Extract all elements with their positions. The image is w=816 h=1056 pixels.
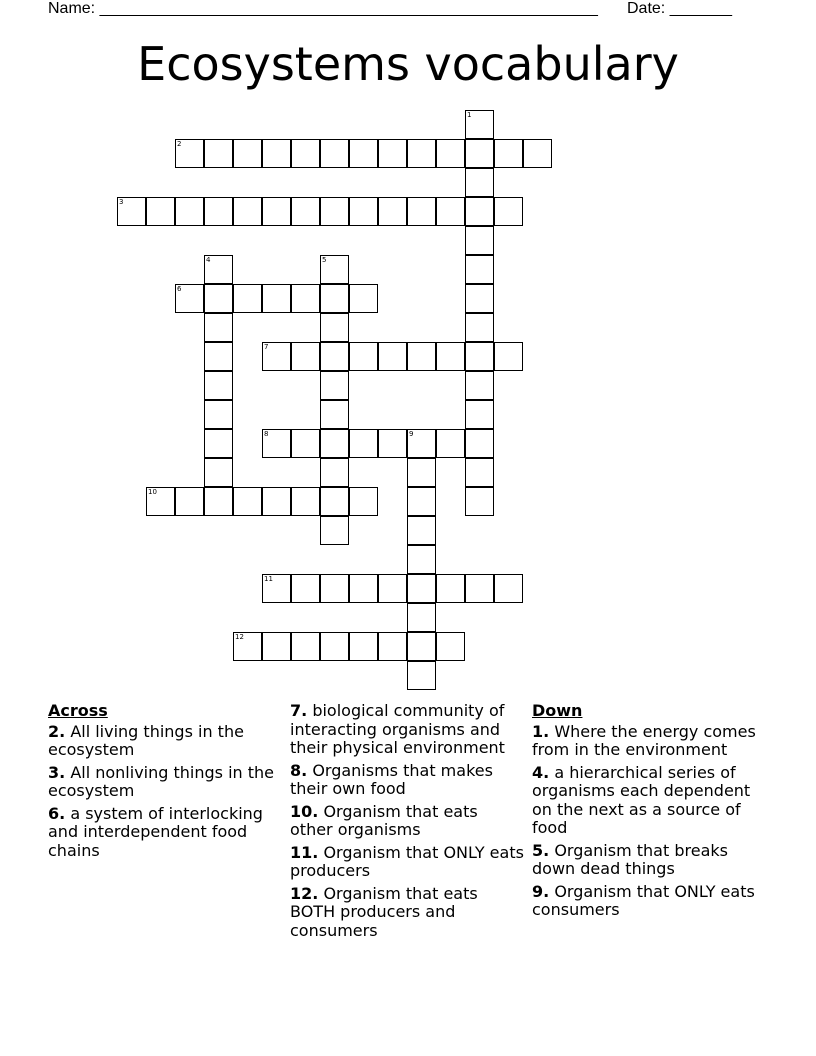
grid-cell[interactable] — [407, 429, 436, 458]
clue-number: 2 — [177, 140, 182, 148]
grid-cell[interactable] — [233, 139, 262, 168]
grid-cell[interactable] — [436, 429, 465, 458]
grid-cell[interactable] — [407, 487, 436, 516]
clue-across-6: 6. a system of interlocking and interdependent food chains — [48, 803, 263, 860]
grid-cell[interactable] — [436, 632, 465, 661]
clue-number: 7 — [264, 343, 269, 351]
grid-cell[interactable] — [378, 574, 407, 603]
grid-cell[interactable] — [465, 371, 494, 400]
clue-number: 10 — [148, 488, 157, 496]
grid-cell[interactable] — [262, 429, 291, 458]
clue-down-1: 1. Where the energy comes from in the environment — [532, 721, 756, 759]
grid-cell[interactable] — [407, 545, 436, 574]
grid-cell[interactable] — [407, 603, 436, 632]
grid-cell[interactable] — [175, 139, 204, 168]
grid-cell[interactable] — [233, 632, 262, 661]
grid-cell[interactable] — [262, 574, 291, 603]
grid-cell[interactable] — [349, 574, 378, 603]
clue-number: 1 — [467, 111, 472, 119]
grid-cell[interactable] — [523, 139, 552, 168]
across-clues-column-1 — [48, 702, 283, 864]
grid-cell[interactable] — [349, 429, 378, 458]
grid-cell[interactable] — [407, 139, 436, 168]
grid-cell[interactable] — [407, 516, 436, 545]
grid-cell[interactable] — [320, 313, 349, 342]
grid-cell[interactable] — [320, 574, 349, 603]
clue-number: 4 — [206, 256, 211, 264]
grid-cell[interactable] — [262, 487, 291, 516]
grid-cell[interactable] — [262, 197, 291, 226]
grid-cell[interactable] — [204, 371, 233, 400]
grid-cell[interactable] — [465, 342, 494, 371]
grid-cell[interactable] — [204, 255, 233, 284]
clue-across-10: 10. Organism that eats other organisms — [290, 801, 478, 839]
grid-cell[interactable] — [349, 284, 378, 313]
clue-across-3: 3. All nonliving things in the ecosystem — [48, 762, 274, 800]
grid-cell[interactable] — [349, 139, 378, 168]
grid-cell[interactable] — [494, 574, 523, 603]
date-field-label: Date: _______ — [627, 0, 732, 17]
grid-cell[interactable] — [407, 661, 436, 690]
grid-cell[interactable] — [436, 574, 465, 603]
grid-cell[interactable] — [436, 342, 465, 371]
grid-cell[interactable] — [320, 139, 349, 168]
grid-cell[interactable] — [494, 197, 523, 226]
down-heading: Down — [532, 701, 583, 720]
grid-cell[interactable] — [494, 342, 523, 371]
grid-cell[interactable] — [349, 632, 378, 661]
clue-number: 9 — [409, 430, 414, 438]
grid-cell[interactable] — [320, 342, 349, 371]
grid-cell[interactable] — [204, 313, 233, 342]
clue-down-9: 9. Organism that ONLY eats consumers — [532, 881, 755, 919]
grid-cell[interactable] — [204, 400, 233, 429]
grid-cell[interactable] — [204, 429, 233, 458]
grid-cell[interactable] — [465, 110, 494, 139]
grid-cell[interactable] — [465, 226, 494, 255]
grid-cell[interactable] — [291, 632, 320, 661]
grid-cell[interactable] — [349, 342, 378, 371]
clue-across-8: 8. Organisms that makes their own food — [290, 760, 493, 798]
grid-cell[interactable] — [378, 197, 407, 226]
clue-across-11: 11. Organism that ONLY eats producers — [290, 842, 524, 880]
grid-cell[interactable] — [204, 487, 233, 516]
grid-cell[interactable] — [320, 371, 349, 400]
grid-cell[interactable] — [465, 313, 494, 342]
grid-cell[interactable] — [436, 139, 465, 168]
down-clues-column — [532, 702, 772, 924]
grid-cell[interactable] — [465, 255, 494, 284]
grid-cell[interactable] — [117, 197, 146, 226]
grid-cell[interactable] — [291, 487, 320, 516]
grid-cell[interactable] — [320, 516, 349, 545]
grid-cell[interactable] — [465, 429, 494, 458]
grid-cell[interactable] — [465, 197, 494, 226]
clue-down-4: 4. a hierarchical series of organisms each dependent on the next as a source of food — [532, 762, 751, 837]
grid-cell[interactable] — [320, 458, 349, 487]
clue-number: 6 — [177, 285, 182, 293]
grid-cell[interactable] — [407, 342, 436, 371]
clue-across-7: 7. biological community of interacting organisms and their physical environment — [290, 701, 505, 757]
grid-cell[interactable] — [320, 255, 349, 284]
clue-number: 12 — [235, 633, 244, 641]
grid-cell[interactable] — [407, 574, 436, 603]
clue-number: 11 — [264, 575, 273, 583]
grid-cell[interactable] — [465, 284, 494, 313]
grid-cell[interactable] — [320, 284, 349, 313]
grid-cell[interactable] — [291, 429, 320, 458]
grid-cell[interactable] — [262, 342, 291, 371]
page-title: Ecosystems vocabulary — [137, 37, 679, 91]
grid-cell[interactable] — [407, 458, 436, 487]
name-field-label: Name: ________________________________________________________ — [48, 0, 598, 17]
grid-cell[interactable] — [262, 632, 291, 661]
grid-cell[interactable] — [378, 632, 407, 661]
grid-cell[interactable] — [233, 197, 262, 226]
grid-cell[interactable] — [320, 429, 349, 458]
grid-cell[interactable] — [204, 342, 233, 371]
grid-cell[interactable] — [320, 400, 349, 429]
grid-cell[interactable] — [175, 284, 204, 313]
grid-cell[interactable] — [204, 197, 233, 226]
grid-cell[interactable] — [407, 632, 436, 661]
grid-cell[interactable] — [291, 284, 320, 313]
grid-cell[interactable] — [291, 342, 320, 371]
grid-cell[interactable] — [146, 487, 175, 516]
clue-across-2: 2. All living things in the ecosystem — [48, 721, 244, 759]
across-clues-column-2 — [290, 702, 525, 944]
grid-cell[interactable] — [175, 197, 204, 226]
grid-cell[interactable] — [378, 429, 407, 458]
grid-cell[interactable] — [436, 197, 465, 226]
grid-cell[interactable] — [465, 458, 494, 487]
grid-cell[interactable] — [204, 284, 233, 313]
grid-cell[interactable] — [320, 632, 349, 661]
grid-cell[interactable] — [378, 139, 407, 168]
clue-number: 3 — [119, 198, 124, 206]
grid-cell[interactable] — [465, 400, 494, 429]
grid-cell[interactable] — [233, 284, 262, 313]
grid-cell[interactable] — [465, 574, 494, 603]
grid-cell[interactable] — [465, 487, 494, 516]
grid-cell[interactable] — [494, 139, 523, 168]
grid-cell[interactable] — [320, 487, 349, 516]
clue-number: 8 — [264, 430, 269, 438]
grid-cell[interactable] — [204, 458, 233, 487]
grid-cell[interactable] — [146, 197, 175, 226]
grid-cell[interactable] — [320, 197, 349, 226]
grid-cell[interactable] — [291, 574, 320, 603]
grid-cell[interactable] — [291, 139, 320, 168]
grid-cell[interactable] — [204, 139, 233, 168]
grid-cell[interactable] — [378, 342, 407, 371]
grid-cell[interactable] — [465, 168, 494, 197]
grid-cell[interactable] — [175, 487, 204, 516]
grid-cell[interactable] — [349, 487, 378, 516]
clue-across-12: 12. Organism that eats BOTH producers and consumers — [290, 883, 478, 940]
grid-cell[interactable] — [233, 487, 262, 516]
across-heading: Across — [48, 701, 108, 720]
grid-cell[interactable] — [262, 139, 291, 168]
grid-cell[interactable] — [349, 197, 378, 226]
grid-cell[interactable] — [465, 139, 494, 168]
grid-cell[interactable] — [262, 284, 291, 313]
grid-cell[interactable] — [407, 197, 436, 226]
clue-number: 5 — [322, 256, 327, 264]
clue-down-5: 5. Organism that breaks down dead things — [532, 840, 728, 878]
grid-cell[interactable] — [291, 197, 320, 226]
